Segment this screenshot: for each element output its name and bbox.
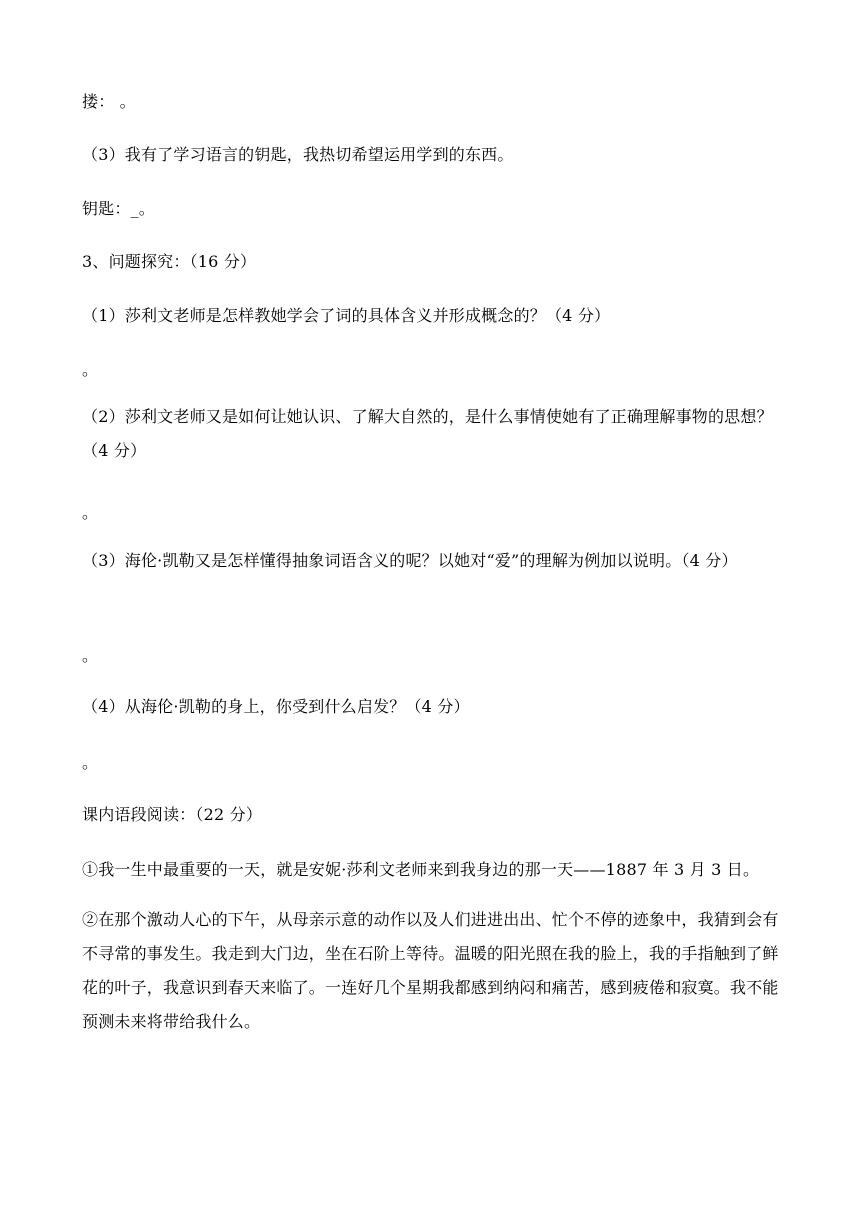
answer-line-lou: 搂： 。 — [82, 92, 136, 111]
reading-paragraph-1: ①我一生中最重要的一天，就是安妮·莎利文老师来到我身边的那一天——1887 年 3 月 3 日。 — [82, 860, 760, 879]
section-heading-inquiry: 3、问题探究：（16 分） — [82, 252, 257, 271]
question-3-3: （3）海伦·凯勒又是怎样懂得抽象词语含义的呢？以她对“爱”的理解为例加以说明。（4 分） — [82, 551, 738, 570]
section-heading-reading: 课内语段阅读：（22 分） — [82, 805, 263, 824]
question-3-4: （4）从海伦·凯勒的身上，你受到什么启发？（4 分） — [82, 697, 470, 716]
answer-line-key: 钥匙：_。 — [82, 199, 156, 218]
answer-line-3-4: 。 — [82, 753, 99, 772]
answer-line-3-3: 。 — [82, 646, 99, 665]
reading-paragraph-2: ②在那个激动人心的下午，从母亲示意的动作以及人们进进出出、忙个不停的迹象中，我猜到会有不寻常的事发生。我走到大门边，坐在石阶上等待。温暖的阳光照在我的脸上，我的手指触到了鲜花的叶子，我意识到春天来临了。一连好几个星期我都感到纳闷和痛苦，感到疲倦和寂寞。我不能预测未来将带给我什么。 — [82, 910, 779, 1031]
answer-line-3-1: 。 — [82, 360, 99, 379]
answer-line-3-2: 。 — [82, 503, 99, 522]
question-3-1: （1）莎利文老师是怎样教她学会了词的具体含义并形成概念的？（4 分） — [82, 306, 611, 325]
question-3-2: （2）莎利文老师又是如何让她认识、了解大自然的，是什么事情使她有了正确理解事物的思想？（4 分） — [82, 407, 773, 460]
question-2-3: （3）我有了学习语言的钥匙，我热切希望运用学到的东西。 — [82, 145, 514, 164]
